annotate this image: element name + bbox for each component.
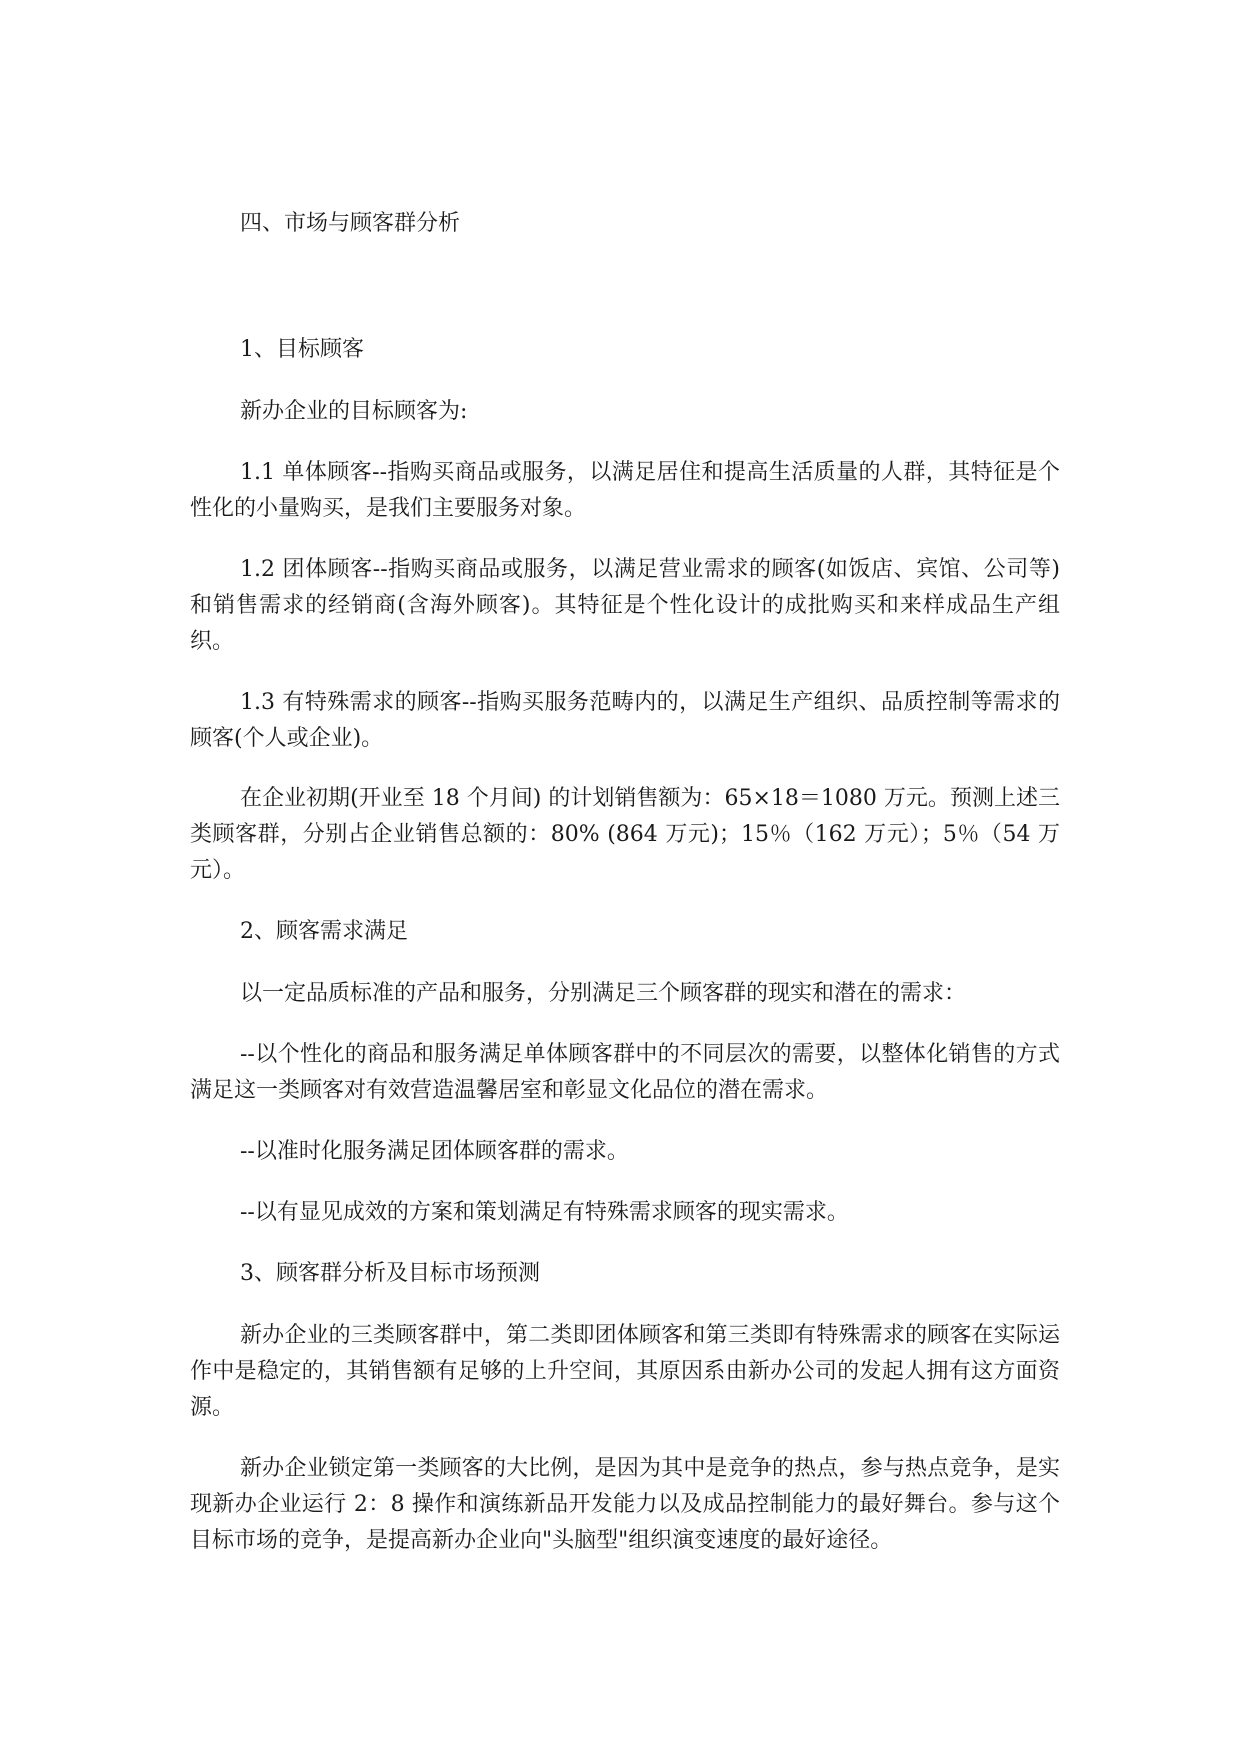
paragraph-needs-item-1: --以个性化的商品和服务满足单体顾客群中的不同层次的需要，以整体化销售的方式满足这一类顾客对有效营造温馨居室和彰显文化品位的潜在需求。 bbox=[190, 1042, 1060, 1103]
heading-market-analysis: 3、顾客群分析及目标市场预测 bbox=[240, 1261, 540, 1286]
paragraph-sales-forecast: 在企业初期(开业至 18 个月间) 的计划销售额为：65×18＝1080 万元。预测上述三类顾客群，分别占企业销售总额的：80% (864 万元)；15％（162 万元）；5％（54 万元）。 bbox=[190, 786, 1060, 883]
document-page bbox=[190, 0, 1060, 1754]
paragraph-market-2: 新办企业锁定第一类顾客的大比例，是因为其中是竞争的热点，参与热点竞争，是实现新办企业运行 2：8 操作和演练新品开发能力以及成品控制能力的最好舞台。参与这个目标市场的竞争，是提高新办企业向"头脑型"组织演变速度的最好途径。 bbox=[190, 1456, 1060, 1553]
paragraph-needs-intro: 以一定品质标准的产品和服务，分别满足三个顾客群的现实和潜在的需求： bbox=[240, 981, 967, 1006]
paragraph-needs-item-2: --以准时化服务满足团体顾客群的需求。 bbox=[240, 1139, 629, 1164]
paragraph-market-1: 新办企业的三类顾客群中，第二类即团体顾客和第三类即有特殊需求的顾客在实际运作中是稳定的，其销售额有足够的上升空间，其原因系由新办公司的发起人拥有这方面资源。 bbox=[190, 1323, 1060, 1420]
paragraph-1-3: 1.3 有特殊需求的顾客--指购买服务范畴内的，以满足生产组织、品质控制等需求的顾客(个人或企业)。 bbox=[190, 690, 1060, 751]
paragraph-1-1: 1.1 单体顾客--指购买商品或服务，以满足居住和提高生活质量的人群，其特征是个性化的小量购买，是我们主要服务对象。 bbox=[190, 460, 1060, 521]
heading-target-customers: 1、目标顾客 bbox=[240, 337, 364, 362]
section-title: 四、市场与顾客群分析 bbox=[240, 211, 461, 236]
paragraph-1-2: 1.2 团体顾客--指购买商品或服务，以满足营业需求的顾客(如饭店、宾馆、公司等)和销售需求的经销商(含海外顾客)。其特征是个性化设计的成批购买和来样成品生产组织。 bbox=[190, 557, 1060, 654]
paragraph-target-intro: 新办企业的目标顾客为: bbox=[240, 399, 468, 424]
heading-customer-needs: 2、顾客需求满足 bbox=[240, 919, 408, 944]
paragraph-needs-item-3: --以有显见成效的方案和策划满足有特殊需求顾客的现实需求。 bbox=[240, 1200, 849, 1225]
